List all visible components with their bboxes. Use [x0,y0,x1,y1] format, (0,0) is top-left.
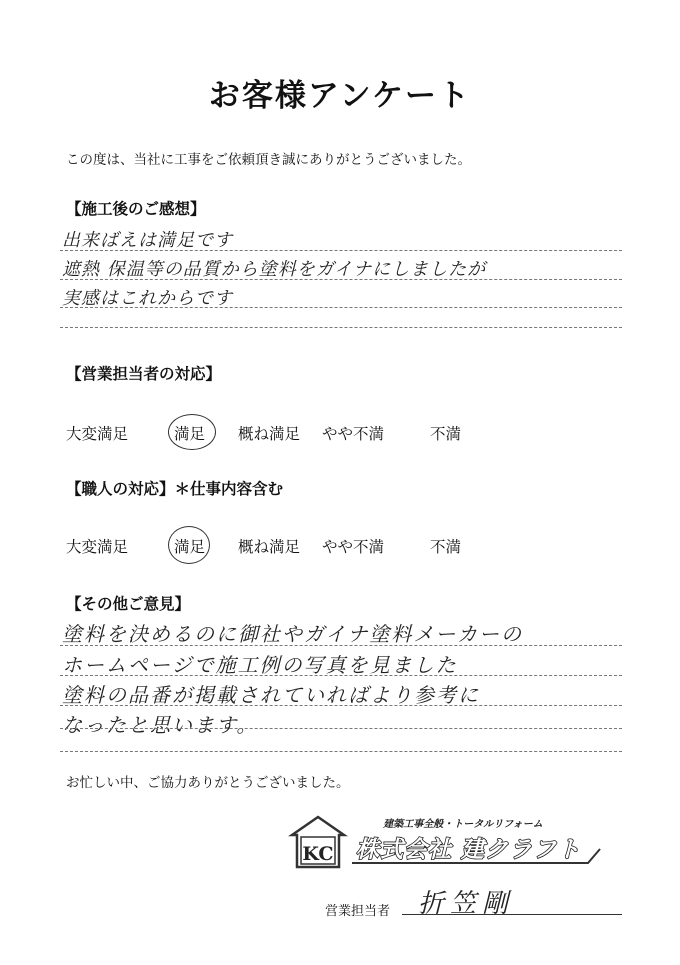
answer-rule [60,675,622,676]
sales-rep-name: 折笠剛 [418,889,515,919]
selection-circle [168,526,210,564]
signature-line [402,914,622,915]
option-satisfied: 満足 [174,425,206,443]
answer-rule [60,279,622,280]
page-title: お客様アンケート [208,78,472,114]
other-line-4: なったと思います。 [62,713,259,737]
option-somewhat-dissatisfied: やや不満 [322,538,385,556]
impression-line-3: 実感はこれからです [62,288,233,309]
logo-letters: KC [302,843,334,865]
option-dissatisfied: 不満 [430,425,462,443]
craftsman-options [66,535,486,557]
thanks-text: お忙しい中、ご協力ありがとうございました。 [66,775,350,791]
company-logo [288,813,608,871]
option-very-satisfied: 大変満足 [66,538,129,556]
other-line-3: 塗料の品番が掲載されていればより参考に [62,683,480,707]
option-dissatisfied: 不満 [430,538,462,556]
company-tagline: 建築工事全般・トータルリフォーム [383,819,543,830]
house-logo-icon [288,813,608,871]
option-mostly-satisfied: 概ね満足 [238,538,301,556]
other-heading: 【その他ご意見】 [66,595,191,613]
sales-options [66,422,486,444]
sales-heading: 【営業担当者の対応】 [66,365,222,383]
option-mostly-satisfied: 概ね満足 [238,425,301,443]
answer-rule [60,307,622,308]
answer-rule [60,705,622,706]
craftsman-heading: 【職人の対応】＊仕事内容含む [66,480,284,498]
answer-rule [60,250,622,251]
answer-rule [60,751,622,752]
intro-text: この度は、当社に工事をご依頼頂き誠にありがとうございました。 [66,152,471,168]
impression-line-1: 出来ばえは満足です [62,230,233,251]
option-very-satisfied: 大変満足 [66,425,129,443]
other-line-2: ホームページで施工例の写真を見ました [62,653,458,677]
other-line-1: 塗料を決めるのに御社やガイナ塗料メーカーの [62,622,523,646]
answer-rule [60,645,622,646]
answer-rule [60,327,622,328]
selection-circle [168,414,216,450]
option-somewhat-dissatisfied: やや不満 [322,425,385,443]
sales-rep-label: 営業担当者 [325,904,391,919]
option-satisfied: 満足 [174,538,206,556]
impression-line-2: 遮熱 保温等の品質から塗料をガイナにしましたが [62,259,487,280]
answer-rule [60,728,622,729]
impression-heading: 【施工後のご感想】 [66,200,206,218]
company-name: 株式会社 建クラフト [356,837,582,863]
